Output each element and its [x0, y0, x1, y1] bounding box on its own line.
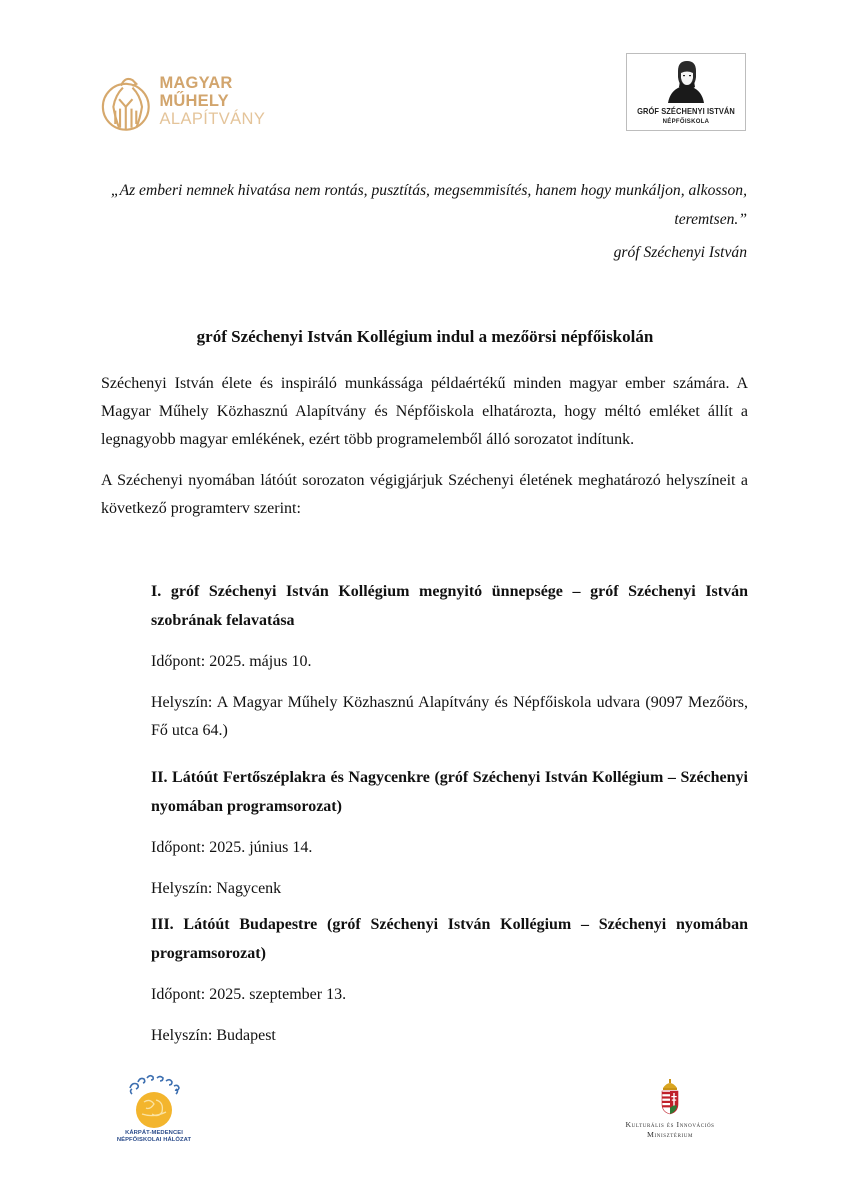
szechenyi-portrait-icon: [666, 59, 706, 103]
intro-paragraph: Széchenyi István élete és inspiráló munkássága példaértékű minden magyar ember számára. A Magyar Műhely Közhasznú Alapítvány és Népfőiskola elhatározta, hogy méltó emléket állít a legnagyobb magyar emlékének, ezért több programelemből álló sorozatot indítunk.: [101, 375, 748, 448]
motto-quote: „Az emberi nemnek hivatása nem rontás, pusztítás, megsemmisítés, hanem hogy munkáljon, alkosson, teremtsen.”: [110, 182, 747, 228]
logo-line-1: MAGYAR MŰHELY: [159, 74, 233, 111]
logo-name: GRÓF SZÉCHENYI ISTVÁN: [637, 106, 735, 116]
program-date: Időpont: 2025. szeptember 13.: [151, 986, 347, 1003]
magyar-muhely-logo: [100, 70, 300, 134]
program-location: Helyszín: A Magyar Műhely Közhasznú Alapítvány és Népfőiskola udvara (9097 Mezőörs, Fő utca 64.): [151, 694, 748, 739]
logo-line-1: Kulturális és Innovációs: [625, 1120, 715, 1129]
program-item: [151, 764, 748, 903]
logo-line-2: Minisztérium: [646, 1130, 694, 1139]
program-item: [151, 911, 748, 1050]
ministry-logo: [604, 1078, 736, 1148]
logo-line-2: NÉPFŐISKOLAI HÁLÓZAT: [116, 1137, 192, 1143]
logo-line-2: ALAPÍTVÁNY: [159, 109, 266, 128]
hungarian-coat-of-arms-icon: [658, 1078, 682, 1118]
program-title: III. Látóút Budapestre (gróf Széchenyi István Kollégium – Széchenyi nyomában programsorozat): [151, 916, 748, 962]
program-location: Helyszín: Nagycenk: [151, 880, 282, 897]
logo-subtitle: NÉPFŐISKOLA: [662, 119, 710, 125]
program-date: Időpont: 2025. május 10.: [151, 653, 312, 670]
karpat-medencei-halozat-logo: [104, 1072, 204, 1148]
quote-author: gróf Széchenyi István: [613, 244, 747, 261]
network-emblem-icon: [122, 1072, 186, 1130]
program-title: II. Látóút Fertőszéplakra és Nagycenkre (gróf Széchenyi István Kollégium – Széchenyi nyomában programsorozat): [151, 769, 748, 815]
program-item: [151, 578, 748, 745]
eagle-emblem-icon: [100, 71, 153, 133]
program-title: I. gróf Széchenyi István Kollégium megnyitó ünnepsége – gróf Széchenyi István szobrának felavatása: [151, 583, 748, 629]
program-location: Helyszín: Budapest: [151, 1027, 276, 1044]
logo-line-1: KÁRPÁT-MEDENCEI: [125, 1130, 183, 1136]
program-intro-paragraph: A Széchenyi nyomában látóút sorozaton végigjárjuk Széchenyi életének meghatározó helyszíneit a következő programterv szerint:: [101, 472, 748, 517]
program-date: Időpont: 2025. június 14.: [151, 839, 313, 856]
szechenyi-nepfoiskola-logo: [626, 53, 746, 131]
document-title: gróf Széchenyi István Kollégium indul a mezőörsi népfőiskolán: [196, 327, 654, 346]
